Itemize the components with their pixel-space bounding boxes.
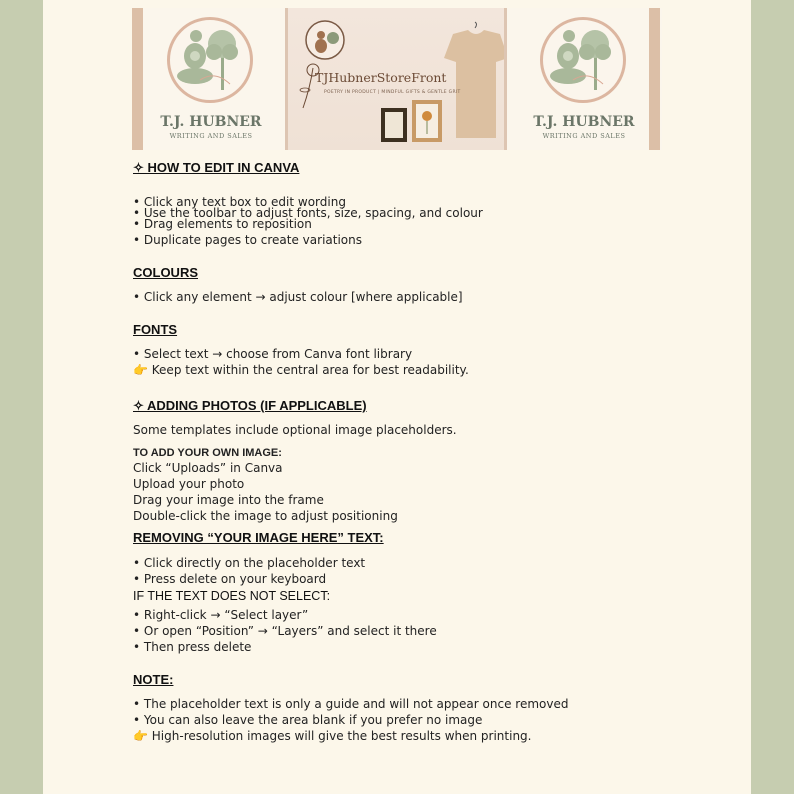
- note-tip: [133, 729, 532, 743]
- list-item: • Drag elements to reposition: [133, 217, 312, 231]
- banner-right-strip: [649, 8, 660, 150]
- store-tagline: POETRY IN PRODUCT | MINDFUL GIFTS & GENTLE GRIT: [324, 90, 461, 95]
- tree-figure-logo-icon: [167, 17, 253, 103]
- header-banner: [132, 8, 662, 150]
- section-heading-fonts: FONTS: [133, 322, 178, 337]
- section-heading-note: NOTE:: [133, 672, 174, 687]
- list-item: • Click any text box to edit wording: [133, 195, 346, 209]
- list-item: • The placeholder text is only a guide and will not appear once removed: [133, 697, 569, 711]
- pointing-hand-icon: 👉: [133, 363, 148, 377]
- left-logo-name: T.J. HUBNER: [160, 114, 262, 130]
- list-item: Click “Uploads” in Canva: [133, 461, 283, 475]
- list-item: Double-click the image to adjust positioning: [133, 509, 398, 523]
- removing-subheading: IF THE TEXT DOES NOT SELECT:: [133, 589, 331, 603]
- tree-figure-logo-icon: [540, 17, 626, 103]
- fonts-tip-text: Keep text within the central area for best readability.: [151, 363, 469, 377]
- section-heading-how-to-edit: ✧ HOW TO EDIT IN CANVA: [133, 160, 300, 175]
- list-item: • Or open “Position” → “Layers” and select it there: [133, 624, 437, 638]
- list-item: • You can also leave the area blank if you prefer no image: [133, 713, 483, 727]
- left-logo: [151, 8, 271, 150]
- left-logo-subtitle: WRITING AND SALES: [169, 132, 253, 140]
- fonts-tip: [133, 363, 469, 377]
- adding-photos-intro: Some templates include optional image placeholders.: [133, 423, 457, 437]
- adding-photos-subheading: TO ADD YOUR OWN IMAGE:: [133, 447, 282, 459]
- list-item: • Click any element → adjust colour [where applicable]: [133, 290, 463, 304]
- banner-left-strip: [132, 8, 143, 150]
- section-heading-removing: REMOVING “YOUR IMAGE HERE” TEXT:: [133, 530, 384, 545]
- list-item: • Then press delete: [133, 640, 252, 654]
- list-item: • Use the toolbar to adjust fonts, size, spacing, and colour: [133, 206, 483, 220]
- section-heading-colours: COLOURS: [133, 265, 198, 280]
- list-item: • Click directly on the placeholder text: [133, 556, 366, 570]
- right-logo: [524, 8, 644, 150]
- pointing-hand-icon: 👉: [133, 729, 148, 743]
- list-item: Upload your photo: [133, 477, 245, 491]
- list-item: • Duplicate pages to create variations: [133, 233, 362, 247]
- storefront-panel: [285, 8, 507, 150]
- store-name: TJHubnerStoreFront: [315, 70, 447, 85]
- note-tip-text: High-resolution images will give the best results when printing.: [151, 729, 532, 743]
- list-item: • Select text → choose from Canva font library: [133, 347, 413, 361]
- list-item: • Right-click → “Select layer”: [133, 608, 309, 622]
- list-item: • Press delete on your keyboard: [133, 572, 327, 586]
- right-logo-subtitle: WRITING AND SALES: [542, 132, 626, 140]
- section-heading-adding-photos: ✧ ADDING PHOTOS (IF APPLICABLE): [133, 398, 367, 413]
- list-item: Drag your image into the frame: [133, 493, 324, 507]
- right-logo-name: T.J. HUBNER: [533, 114, 635, 130]
